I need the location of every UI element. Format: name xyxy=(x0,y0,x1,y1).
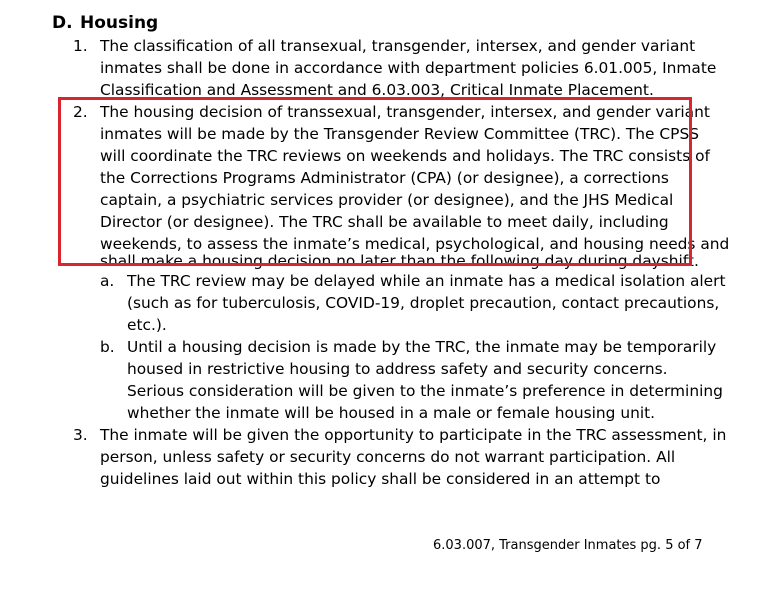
item-2-line-4: the Corrections Programs Administrator (CPA) (or designee), a corrections xyxy=(100,169,669,187)
item-3-number: 3. xyxy=(73,426,88,444)
item-2-line-2: inmates will be made by the Transgender Review Committee (TRC). The CPSS xyxy=(100,125,699,143)
item-2b-line-3: Serious consideration will be given to the inmate’s preference in determining xyxy=(127,382,723,400)
page-footer: 6.03.007, Transgender Inmates pg. 5 of 7 xyxy=(433,538,703,553)
item-2-line-7: weekends, to assess the inmate’s medical, psychological, and housing needs and xyxy=(100,235,730,253)
item-2b-line-1: Until a housing decision is made by the TRC, the inmate may be temporarily xyxy=(127,338,717,356)
item-1-line-1: The classification of all transexual, transgender, intersex, and gender variant xyxy=(100,37,696,55)
item-2a-line-1: The TRC review may be delayed while an inmate has a medical isolation alert xyxy=(127,272,726,290)
item-2-line-5: captain, a psychiatric services provider (or designee), and the JHS Medical xyxy=(100,191,674,209)
item-2b-line-4: whether the inmate will be housed in a male or female housing unit. xyxy=(127,404,656,422)
item-2b-letter: b. xyxy=(100,338,115,356)
item-3-line-2: person, unless safety or security concerns do not warrant participation. All xyxy=(100,448,676,466)
section-letter: D. xyxy=(52,13,73,33)
item-2-number: 2. xyxy=(73,103,88,121)
item-2-line-1: The housing decision of transsexual, transgender, intersex, and gender variant xyxy=(100,103,710,121)
item-2a-line-2: (such as for tuberculosis, COVID-19, droplet precaution, contact precautions, xyxy=(127,294,720,312)
section-heading xyxy=(52,12,158,34)
item-3-line-1: The inmate will be given the opportunity to participate in the TRC assessment, in xyxy=(100,426,727,444)
section-title: Housing xyxy=(80,13,159,33)
item-2a-line-3: etc.). xyxy=(127,316,167,334)
item-2-line-6: Director (or designee). The TRC shall be available to meet daily, including xyxy=(100,213,669,231)
item-3-line-3: guidelines laid out within this policy shall be considered in an attempt to xyxy=(100,470,661,488)
item-2-line-3: will coordinate the TRC reviews on weekends and holidays. The TRC consists of xyxy=(100,147,710,165)
item-1-line-2: inmates shall be done in accordance with department policies 6.01.005, Inmate xyxy=(100,59,717,77)
item-2-line-8: shall make a housing decision no later than the following day during dayshift. xyxy=(100,252,699,270)
item-1-line-3: Classification and Assessment and 6.03.003, Critical Inmate Placement. xyxy=(100,81,654,99)
item-2a-letter: a. xyxy=(100,272,115,290)
item-1-number: 1. xyxy=(73,37,88,55)
item-2b-line-2: housed in restrictive housing to address safety and security concerns. xyxy=(127,360,668,378)
